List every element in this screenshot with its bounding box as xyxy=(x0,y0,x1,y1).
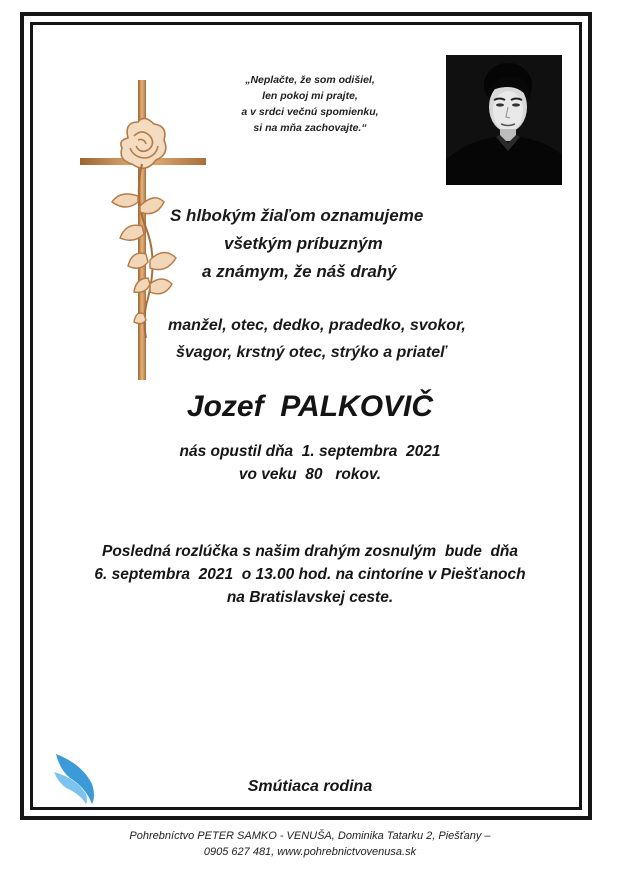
intro-line: S hlbokým žiaľom oznamujeme xyxy=(170,206,424,225)
deceased-name: Jozef PALKOVIČ xyxy=(186,390,434,423)
funeral-line: Posledná rozlúčka s našim drahým zosnulým bude dňa xyxy=(101,543,519,560)
relations-line: manžel, otec, dedko, pradedko, svokor, xyxy=(168,317,466,334)
family-relations xyxy=(168,312,466,366)
funeral-info xyxy=(0,540,620,609)
quote-line: „Neplačte, že som odišiel, xyxy=(245,74,375,86)
funeral-home-footer xyxy=(0,828,620,860)
portrait-silhouette xyxy=(446,55,562,185)
funeral-line: 6. septembra 2021 o 13.00 hod. na cintoríne v Piešťanoch xyxy=(94,566,526,583)
intro-line: všetkým príbuzným xyxy=(224,234,383,253)
relations-line: švagor, krstný otec, strýko a priateľ xyxy=(176,344,447,361)
signature: Smútiaca rodina xyxy=(247,778,373,795)
announcement-intro xyxy=(170,202,423,286)
death-date-line: nás opustil dňa 1. septembra 2021 xyxy=(179,443,441,460)
age-line: vo veku 80 rokov. xyxy=(238,466,382,483)
portrait-photo xyxy=(446,55,562,185)
footer-line: 0905 627 481, www.pohrebnictvovenusa.sk xyxy=(203,846,417,858)
footer-line: Pohrebníctvo PETER SAMKO - VENUŠA, Dominika Tatarku 2, Piešťany – xyxy=(129,830,491,842)
memorial-quote xyxy=(200,72,420,136)
death-info xyxy=(0,440,620,486)
intro-line: a známym, že náš drahý xyxy=(202,262,397,281)
quote-line: a v srdci večnú spomienku, xyxy=(241,106,379,118)
quote-line: si na mňa zachovajte.“ xyxy=(253,122,367,134)
funeral-line: na Bratislavskej ceste. xyxy=(226,589,394,606)
quote-line: len pokoj mi prajte, xyxy=(262,90,358,102)
